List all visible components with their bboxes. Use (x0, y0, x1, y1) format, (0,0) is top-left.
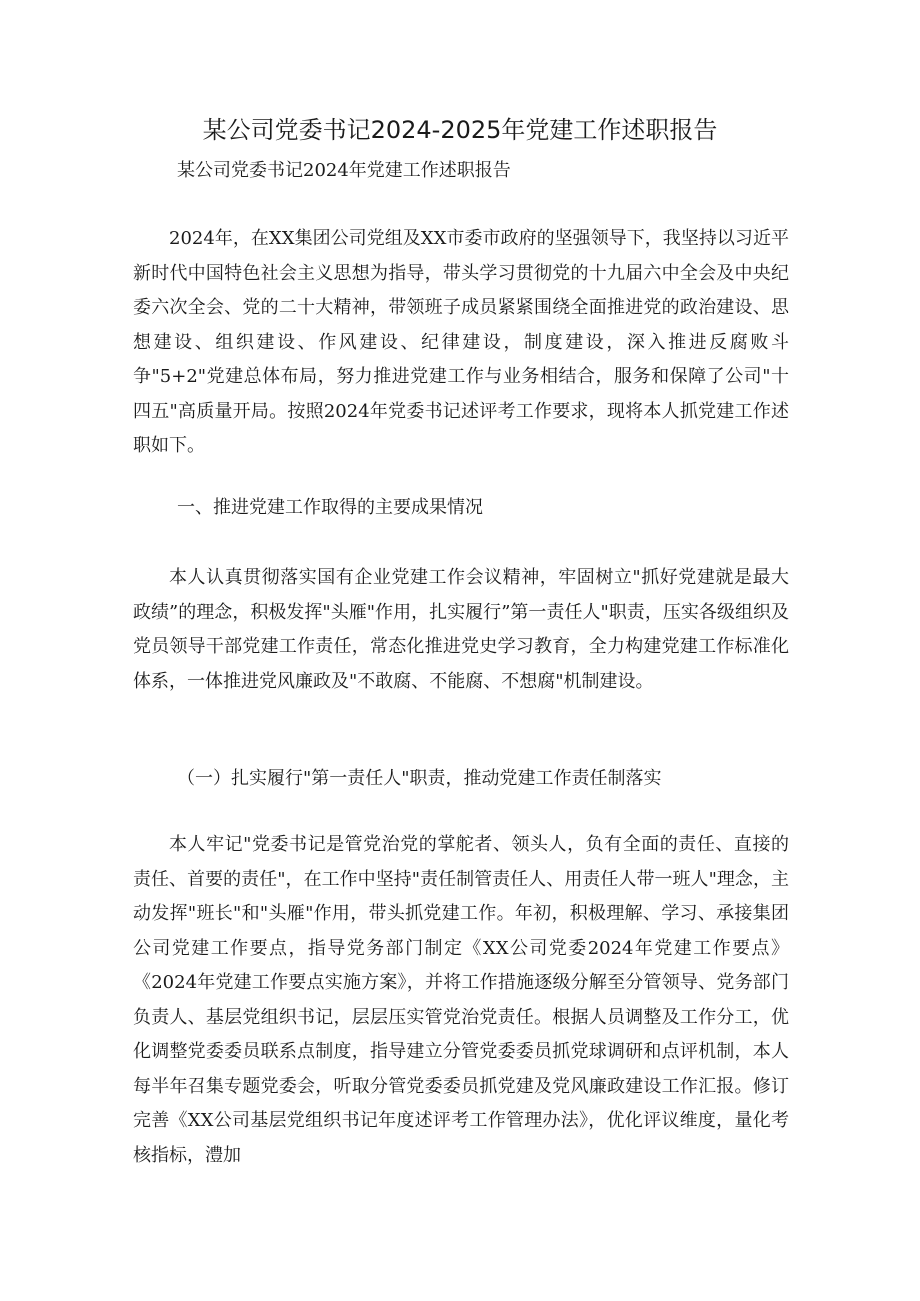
document-title: 某公司党委书记2024-2025年党建工作述职报告 (202, 116, 718, 144)
section-heading-1: 一、推进党建工作取得的主要成果情况 (177, 497, 483, 518)
document-subtitle: 某公司党委书记2024年党建工作述职报告 (177, 160, 511, 181)
subsection-heading-1: （一）扎实履行"第一责任人"职责，推动党建工作责任制落实 (177, 768, 662, 789)
section-1-paragraph: 本人认真贯彻落实国有企业党建工作会议精神，牢固树立"抓好党建就是最大政绩”的理念，积极发挥"头雁"作用，扎实履行”第一责任人"职责，压实各级组织及党员领导干部党建工作责任，常态化推进党史学习教育，全力构建党建工作标准化体系，一体推进党风廉政及"不敢腐、不能腐、不想腐"机制建设。 (133, 567, 789, 692)
subsection-1-paragraph: 本人牢记"党委书记是管党治党的掌舵者、领头人，负有全面的责任、直接的责任、首要的责任"，在工作中坚持"责任制管责任人、用责任人带一班人"理念，主动发挥"班长"和"头雁"作用，带头抓党建工作。年初，积极理解、学习、承接集团公司党建工作要点，指导党务部门制定《XX公司党委2024年党建工作要点》《2024年党建工作要点实施方案》，并将工作措施逐级分解至分管领导、党务部门负责人、基层党组织书记，层层压实管党治党责任。根据人员调整及工作分工，优化调整党委委员联系点制度，指导建立分管党委委员抓党球调研和点评机制，本人每半年召集专题党委会，听取分管党委委员抓党建及党风廉政建设工作汇报。修订完善《XX公司基层党组织书记年度述评考工作管理办法》，优化评议维度，量化考核指标，澧加 (133, 834, 789, 1166)
intro-paragraph: 2024年，在XX集团公司党组及XX市委市政府的坚强领导下，我坚持以习近平新时代中国特色社会主义思想为指导，带头学习贯彻党的十九届六中全会及中央纪委六次全会、党的二十大精神，带领班子成员紧紧围绕全面推进党的政治建设、思想建设、组织建设、作风建设、纪律建设，制度建设，深入推进反腐败斗争"5+2"党建总体布局，努力推进党建工作与业务相结合，服务和保障了公司"十四五"高质量开局。按照2024年党委书记述评考工作要求，现将本人抓党建工作述职如下。 (133, 228, 789, 456)
